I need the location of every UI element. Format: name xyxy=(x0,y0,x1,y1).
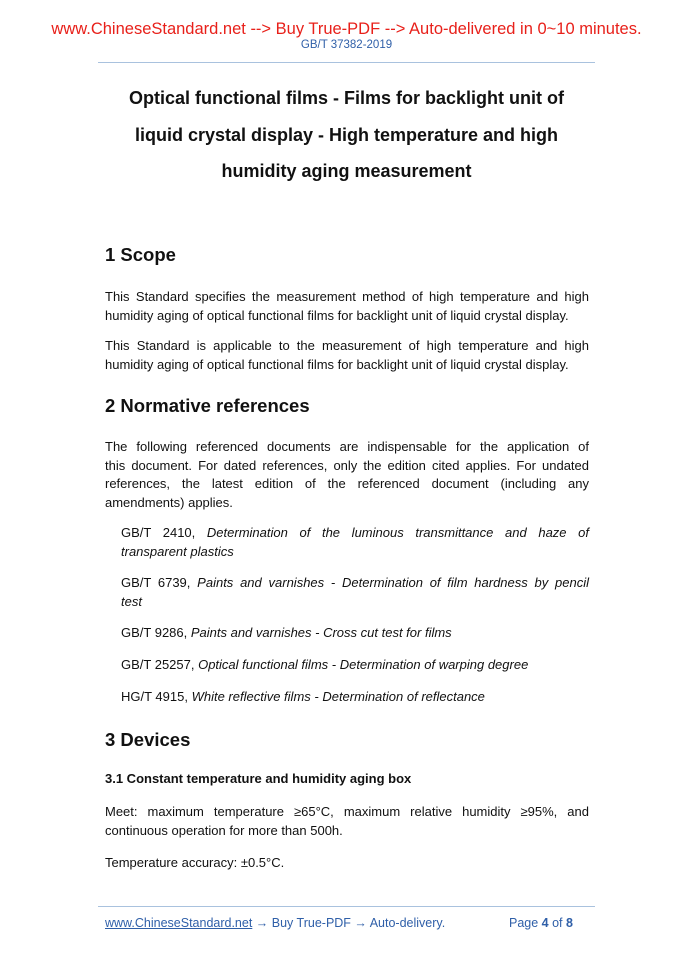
footer-tagline: → Buy True-PDF → Auto-delivery. xyxy=(252,916,446,930)
section-heading-scope: 1 Scope xyxy=(105,244,176,265)
section-heading-normative-references: 2 Normative references xyxy=(105,395,310,416)
paragraph-line: humidity aging of optical functional films for backlight unit of liquid crystal display. xyxy=(105,356,569,372)
footer-divider xyxy=(98,906,595,907)
subsection-heading-aging-box: 3.1 Constant temperature and humidity aging box xyxy=(105,771,412,786)
reference-title: test xyxy=(121,593,142,609)
document-title-line: liquid crystal display - High temperature and high xyxy=(134,124,559,145)
document-title-line: humidity aging measurement xyxy=(221,161,472,181)
page-current: 4 xyxy=(541,916,549,930)
reference-item-gbt-9286 xyxy=(121,624,589,643)
paragraph-line: references, the latest edition of the referenced document (including any xyxy=(105,476,589,491)
paragraph-line: this document. For dated references, only the edition cited applies. For undated xyxy=(105,457,589,473)
reference-title: Paints and varnishes - Cross cut test for films xyxy=(190,625,452,640)
page-of: of xyxy=(548,916,566,930)
reference-title: transparent plastics xyxy=(121,543,234,559)
reference-item-gbt-2410 xyxy=(121,524,589,561)
reference-code: HG/T 4915, xyxy=(121,689,192,704)
scope-paragraph-2 xyxy=(105,337,589,374)
reference-code: GB/T 9286, xyxy=(121,625,191,640)
reference-line xyxy=(121,574,589,593)
normative-intro-paragraph xyxy=(105,438,589,512)
reference-code: GB/T 25257, xyxy=(121,657,199,672)
paragraph-line: This Standard is applicable to the measurement of high temperature and high xyxy=(105,338,589,353)
document-title xyxy=(90,80,603,190)
page-total: 8 xyxy=(566,916,573,930)
footer-site-link[interactable] xyxy=(105,916,445,930)
page-label: Page xyxy=(509,916,542,930)
reference-item-gbt-25257 xyxy=(121,656,589,675)
paragraph-line: humidity aging of optical functional films for backlight unit of liquid crystal display. xyxy=(105,307,569,323)
temperature-accuracy-text: Temperature accuracy: ±0.5°C. xyxy=(105,855,285,870)
reference-code: GB/T 2410, xyxy=(121,525,207,540)
reference-title: Determination of the luminous transmittance and haze of xyxy=(206,525,590,540)
reference-item-gbt-6739 xyxy=(121,574,589,611)
footer-site-url[interactable]: www.ChineseStandard.net xyxy=(105,916,253,930)
paragraph-line: amendments) applies. xyxy=(105,494,233,510)
reference-line xyxy=(121,524,589,543)
paragraph-line: The following referenced documents are indispensable for the application of xyxy=(105,439,589,454)
header-divider xyxy=(98,62,595,63)
scope-paragraph-1 xyxy=(105,288,589,325)
paragraph-line: This Standard specifies the measurement method of high temperature and high xyxy=(105,289,589,304)
aging-box-requirements-paragraph xyxy=(105,803,589,840)
reference-code: GB/T 6739, xyxy=(121,575,198,590)
header-banner-link[interactable]: www.ChineseStandard.net --> Buy True-PDF --> Auto-delivered in 0~10 minutes. xyxy=(51,20,642,38)
header-standard-number: GB/T 37382-2019 xyxy=(300,39,393,51)
footer-page-indicator xyxy=(509,916,573,930)
section-heading-devices: 3 Devices xyxy=(105,729,191,750)
paragraph-line: continuous operation for more than 500h. xyxy=(105,822,343,838)
document-title-line: Optical functional films - Films for backlight unit of xyxy=(128,88,564,108)
reference-title: Paints and varnishes - Determination of film hardness by pencil xyxy=(197,575,589,590)
reference-item-hgt-4915 xyxy=(121,688,589,707)
reference-title: White reflective films - Determination of reflectance xyxy=(191,689,485,704)
reference-title: Optical functional films - Determination of warping degree xyxy=(198,657,529,672)
paragraph-line: Meet: maximum temperature ≥65°C, maximum relative humidity ≥95%, and xyxy=(105,804,589,819)
